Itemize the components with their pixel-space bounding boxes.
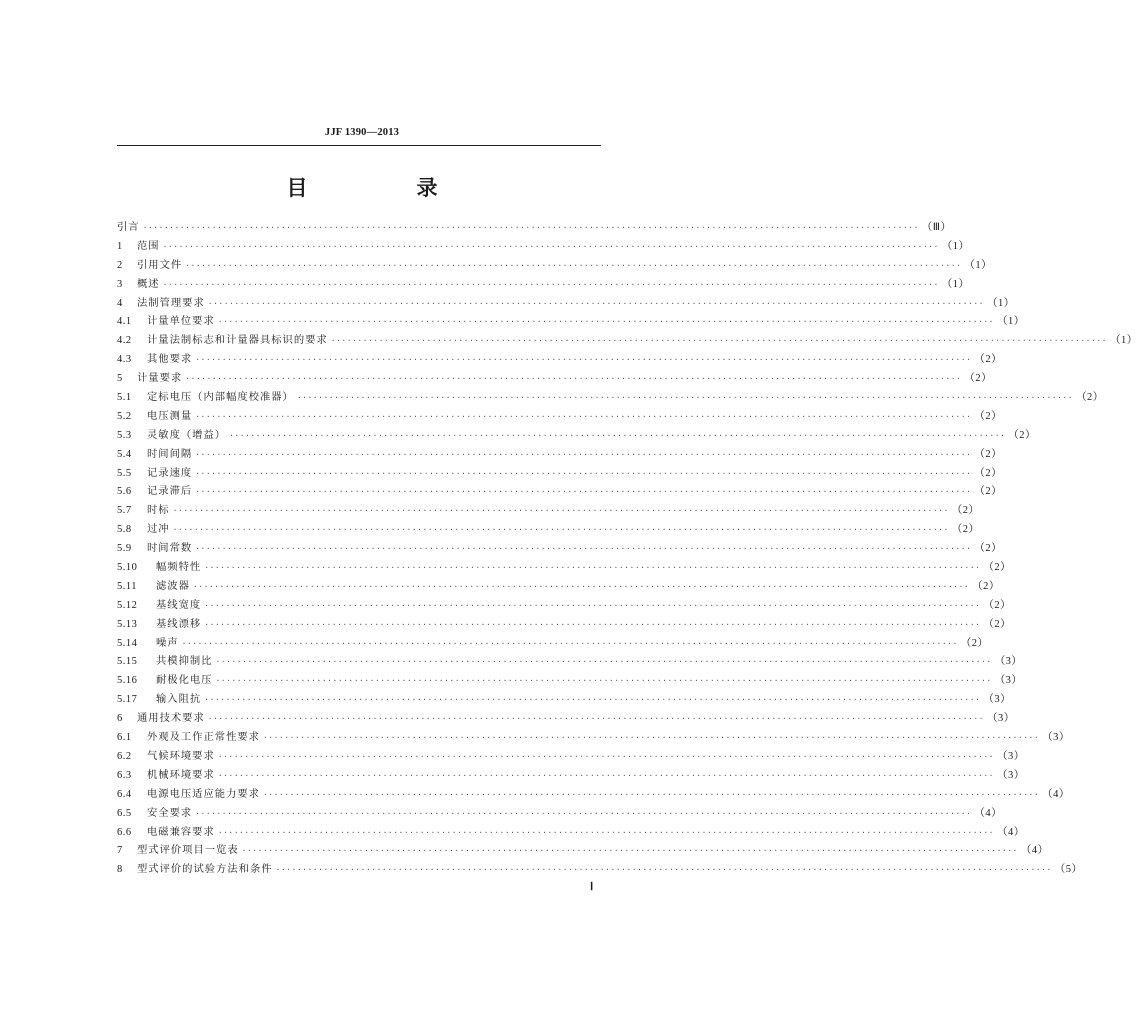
- toc-entry-number: 5.11: [117, 580, 137, 592]
- toc-entry-label: 过冲: [147, 523, 170, 536]
- toc-entry-page: （2）: [983, 562, 1012, 574]
- page-title: 目 录: [286, 176, 482, 200]
- toc-entry-label: 机械环境要求: [147, 768, 215, 781]
- toc-entry-label: 记录滞后: [147, 485, 193, 498]
- toc-entry[interactable]: [117, 747, 1025, 766]
- toc-entry-number: 2: [117, 259, 123, 271]
- toc-entry[interactable]: [117, 766, 1025, 785]
- toc-entry[interactable]: [117, 482, 1003, 501]
- toc-dot-leader: [208, 299, 984, 308]
- toc-entry-number: 5.1: [117, 392, 132, 404]
- toc-entry-number: 5.16: [117, 675, 138, 687]
- toc-entry-page: （2）: [951, 505, 980, 517]
- toc-dot-leader: [163, 280, 939, 289]
- toc-entry-label: 计量要求: [137, 372, 183, 385]
- toc-entry-number: 5.6: [117, 486, 132, 498]
- toc-entry-number: 7: [117, 845, 123, 857]
- toc-entry-page: （2）: [974, 543, 1003, 555]
- toc-entry-page: （2）: [951, 524, 980, 536]
- toc-entry[interactable]: [117, 671, 1023, 690]
- toc-entry-page: （2）: [974, 354, 1003, 366]
- toc-entry-label: 外观及工作正常性要求: [147, 731, 260, 744]
- toc-entry[interactable]: [117, 331, 1138, 350]
- toc-entry-label: 幅频特性: [156, 561, 202, 574]
- toc-entry-label: 气候环境要求: [147, 749, 215, 762]
- toc-entry[interactable]: [117, 596, 1012, 615]
- toc-entry-label: 输入阻抗: [156, 693, 202, 706]
- toc-entry-label: 引用文件: [137, 258, 183, 271]
- toc-entry-label: 计量法制标志和计量器具标识的要求: [147, 334, 328, 347]
- toc-entry-number: 6.1: [117, 732, 132, 744]
- toc-entry-page: （3）: [983, 694, 1012, 706]
- toc-dot-leader: [195, 469, 971, 478]
- toc-entry[interactable]: [117, 577, 1000, 596]
- toc-entry-number: 5.3: [117, 429, 132, 441]
- toc-entry[interactable]: [117, 388, 1104, 407]
- toc-dot-leader: [208, 714, 984, 723]
- toc-dot-leader: [331, 336, 1107, 345]
- toc-entry-label: 噪声: [156, 636, 179, 649]
- toc-dot-leader: [173, 525, 949, 534]
- toc-entry-label: 电压测量: [147, 409, 193, 422]
- toc-dot-leader: [204, 601, 980, 610]
- toc-entry-label: 共模抑制比: [156, 655, 213, 668]
- toc-entry-page: （2）: [964, 373, 993, 385]
- toc-dot-leader: [218, 771, 994, 780]
- toc-entry-page: （2）: [974, 467, 1003, 479]
- toc-entry-page: （4）: [1020, 845, 1049, 857]
- toc-entry[interactable]: [117, 690, 1012, 709]
- toc-dot-leader: [195, 412, 971, 421]
- toc-entry-page: （2）: [1008, 429, 1037, 441]
- toc-dot-leader: [204, 620, 980, 629]
- toc-dot-leader: [185, 374, 961, 383]
- toc-entry[interactable]: [117, 785, 1070, 804]
- toc-entry[interactable]: [117, 823, 1025, 842]
- toc-dot-leader: [297, 393, 1073, 402]
- toc-entry[interactable]: [117, 615, 1012, 634]
- toc-entry-number: 6.5: [117, 807, 132, 819]
- toc-entry[interactable]: [117, 501, 980, 520]
- toc-entry[interactable]: [117, 294, 1015, 313]
- toc-entry-number: 5.2: [117, 410, 132, 422]
- toc-entry-page: （1）: [1109, 335, 1138, 347]
- toc-dot-leader: [182, 639, 958, 648]
- toc-entry-page: （1）: [986, 297, 1015, 309]
- toc-entry-number: 5.12: [117, 599, 138, 611]
- toc-entry-page: （2）: [974, 410, 1003, 422]
- toc-entry-number: 8: [117, 864, 123, 876]
- toc-entry-number: 5: [117, 373, 123, 385]
- toc-entry[interactable]: [117, 312, 1025, 331]
- toc-entry-number: 3: [117, 278, 123, 290]
- toc-entry-label: 安全要求: [147, 806, 193, 819]
- toc-entry[interactable]: [117, 860, 1083, 879]
- toc-dot-leader: [218, 752, 994, 761]
- toc-dot-leader: [263, 733, 1039, 742]
- toc-entry-number: 6.3: [117, 769, 132, 781]
- toc-entry[interactable]: [117, 804, 1003, 823]
- toc-entry[interactable]: [117, 520, 980, 539]
- toc-dot-leader: [195, 809, 971, 818]
- toc-dot-leader: [195, 355, 971, 364]
- toc-entry-label: 计量单位要求: [147, 315, 215, 328]
- toc-dot-leader: [276, 865, 1052, 874]
- toc-dot-leader: [143, 223, 919, 232]
- standard-code-header: JJF 1390—2013: [324, 127, 400, 138]
- toc-entry-label: 范围: [137, 239, 160, 252]
- toc-dot-leader: [195, 487, 971, 496]
- toc-entry-label: 时间常数: [147, 542, 193, 555]
- toc-entry-label: 通用技术要求: [137, 712, 205, 725]
- toc-entry-page: （2）: [960, 637, 989, 649]
- toc-entry-page: （4）: [1042, 788, 1070, 800]
- toc-entry-number: 6: [117, 713, 123, 725]
- toc-entry-number: 5.15: [117, 656, 138, 668]
- toc-entry[interactable]: [117, 237, 970, 256]
- toc-entry-page: （Ⅲ）: [921, 222, 952, 233]
- toc-entry-number: 4: [117, 297, 123, 309]
- toc-entry[interactable]: [117, 652, 1023, 671]
- toc-entry[interactable]: [117, 275, 970, 294]
- toc-entry-page: （3）: [996, 750, 1025, 762]
- toc-entry-label: 电磁兼容要求: [147, 825, 215, 838]
- toc-entry-number: 5.4: [117, 448, 132, 460]
- toc-entry-label: 基线宽度: [156, 598, 202, 611]
- toc-entry-page: （1）: [996, 316, 1025, 328]
- toc-dot-leader: [218, 317, 994, 326]
- toc-entry[interactable]: [117, 256, 993, 275]
- toc-entry-page: （5）: [1054, 864, 1083, 876]
- toc-entry[interactable]: [117, 464, 1003, 483]
- page-number: Ⅰ: [590, 881, 594, 893]
- toc-entry-page: （3）: [996, 769, 1025, 781]
- toc-entry-number: 6.2: [117, 750, 132, 762]
- toc-entry-number: 4.2: [117, 335, 132, 347]
- toc-entry[interactable]: [117, 709, 1015, 728]
- toc-entry-page: （2）: [983, 618, 1012, 630]
- toc-entry-number: 5.13: [117, 618, 138, 630]
- toc-entry[interactable]: [117, 539, 1003, 558]
- toc-dot-leader: [215, 676, 991, 685]
- toc-entry-label: 时标: [147, 504, 170, 517]
- toc-entry-page: （2）: [983, 599, 1012, 611]
- toc-entry-page: （3）: [1042, 732, 1070, 744]
- toc-entry-label: 时间间隔: [147, 447, 193, 460]
- toc-dot-leader: [195, 544, 971, 553]
- toc-entry-number: 5.10: [117, 562, 138, 574]
- toc-entry[interactable]: [117, 634, 989, 653]
- toc-entry-page: （3）: [994, 675, 1023, 687]
- toc-entry-page: （2）: [1076, 392, 1104, 404]
- toc-entry-number: 4.3: [117, 354, 132, 366]
- toc-entry[interactable]: [117, 841, 1049, 860]
- toc-entry[interactable]: [117, 407, 1003, 426]
- toc-entry-label: 定标电压（内部幅度校准器）: [147, 391, 294, 404]
- toc-entry-label: 耐极化电压: [156, 674, 213, 687]
- toc-entry-label: 型式评价项目一览表: [137, 844, 239, 857]
- toc-entry-page: （1）: [964, 259, 993, 271]
- toc-entry[interactable]: [117, 218, 952, 237]
- toc-entry-label: 型式评价的试验方法和条件: [137, 863, 273, 876]
- toc-entry-page: （3）: [986, 713, 1015, 725]
- toc-entry[interactable]: [117, 558, 1012, 577]
- table-of-contents: [117, 218, 1138, 879]
- toc-dot-leader: [163, 242, 939, 251]
- toc-entry-number: 1: [117, 240, 123, 252]
- toc-entry[interactable]: [117, 350, 1003, 369]
- toc-entry-number: 6.4: [117, 788, 132, 800]
- toc-entry-number: 5.9: [117, 543, 132, 555]
- toc-entry-number: 5.8: [117, 524, 132, 536]
- toc-dot-leader: [263, 790, 1039, 799]
- toc-entry-label: 引言: [117, 221, 140, 233]
- toc-dot-leader: [193, 582, 969, 591]
- toc-entry-page: （3）: [994, 656, 1023, 668]
- toc-entry[interactable]: [117, 728, 1070, 747]
- toc-dot-leader: [173, 506, 949, 515]
- toc-entry-page: （2）: [974, 486, 1003, 498]
- toc-entry-label: 其他要求: [147, 353, 193, 366]
- toc-entry-number: 5.17: [117, 694, 138, 706]
- header-rule: [117, 145, 601, 146]
- toc-entry[interactable]: [117, 369, 993, 388]
- toc-entry-number: 4.1: [117, 316, 132, 328]
- toc-entry[interactable]: [117, 426, 1037, 445]
- toc-entry[interactable]: [117, 445, 1003, 464]
- toc-dot-leader: [215, 657, 991, 666]
- toc-entry-page: （1）: [941, 278, 970, 290]
- toc-entry-label: 灵敏度（增益）: [147, 428, 227, 441]
- toc-entry-page: （4）: [996, 826, 1025, 838]
- toc-dot-leader: [195, 450, 971, 459]
- toc-entry-page: （1）: [941, 240, 970, 252]
- toc-entry-label: 概述: [137, 277, 160, 290]
- toc-entry-page: （2）: [972, 580, 1000, 592]
- toc-entry-label: 电源电压适应能力要求: [147, 787, 260, 800]
- toc-entry-label: 记录速度: [147, 466, 193, 479]
- toc-dot-leader: [204, 695, 980, 704]
- toc-entry-page: （2）: [974, 448, 1003, 460]
- toc-dot-leader: [242, 846, 1018, 855]
- toc-entry-number: 5.14: [117, 637, 138, 649]
- toc-entry-number: 5.7: [117, 505, 132, 517]
- toc-dot-leader: [204, 563, 980, 572]
- toc-entry-number: 6.6: [117, 826, 132, 838]
- toc-entry-label: 法制管理要求: [137, 296, 205, 309]
- toc-entry-page: （4）: [974, 807, 1003, 819]
- toc-dot-leader: [218, 828, 994, 837]
- toc-entry-label: 滤波器: [156, 579, 190, 592]
- toc-dot-leader: [185, 261, 961, 270]
- toc-entry-label: 基线漂移: [156, 617, 202, 630]
- toc-dot-leader: [229, 431, 1005, 440]
- toc-entry-number: 5.5: [117, 467, 132, 479]
